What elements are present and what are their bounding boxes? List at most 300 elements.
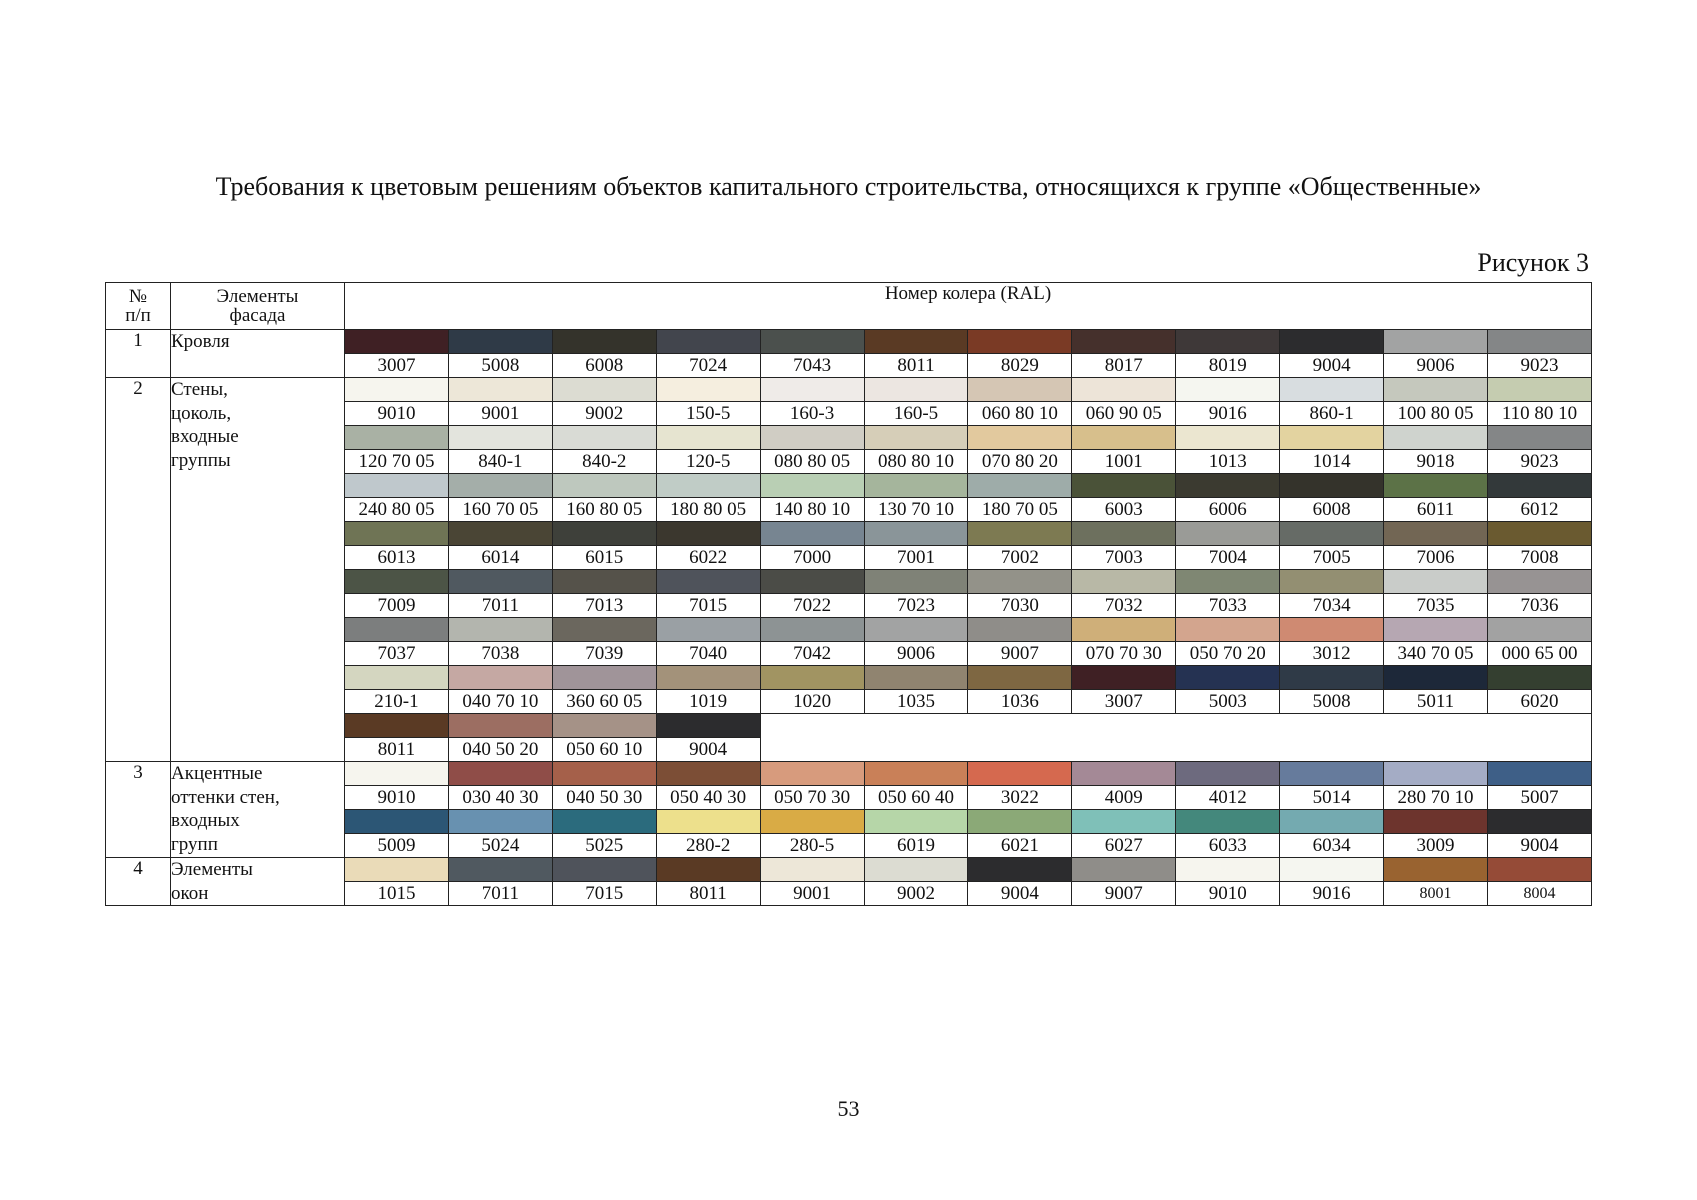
color-code: 120 70 05 (345, 450, 449, 474)
color-code: 280-5 (760, 834, 864, 858)
color-swatch (448, 858, 552, 882)
color-swatch (1280, 522, 1384, 546)
color-swatch (968, 474, 1072, 498)
color-swatch (552, 810, 656, 834)
color-swatch (1176, 666, 1280, 690)
color-swatch (345, 762, 449, 786)
color-code: 6014 (448, 546, 552, 570)
color-swatch (1384, 570, 1488, 594)
page-number: 53 (837, 1096, 860, 1121)
color-swatch (1072, 762, 1176, 786)
figure-caption: Рисунок 3 (1477, 248, 1589, 277)
color-swatch (968, 762, 1072, 786)
color-swatch (968, 858, 1072, 882)
color-code: 6034 (1280, 834, 1384, 858)
header-ral: Номер колера (RAL) (345, 283, 1592, 330)
color-code: 9002 (864, 882, 968, 906)
color-code: 050 60 40 (864, 786, 968, 810)
color-code: 9004 (1487, 834, 1591, 858)
color-swatch (552, 330, 656, 354)
color-code: 9006 (1384, 354, 1488, 378)
color-swatch (656, 330, 760, 354)
color-code: 9006 (864, 642, 968, 666)
group-element-name-line: окон (171, 882, 209, 904)
color-code: 7000 (760, 546, 864, 570)
color-swatch (760, 762, 864, 786)
color-code: 240 80 05 (345, 498, 449, 522)
group-element-name (171, 762, 345, 858)
group-element-name-line: Элементы (171, 859, 253, 880)
color-code: 7022 (760, 594, 864, 618)
color-code: 000 65 00 (1487, 642, 1591, 666)
color-code: 040 70 10 (448, 690, 552, 714)
color-code: 6022 (656, 546, 760, 570)
header-number (106, 283, 171, 330)
color-swatch (968, 426, 1072, 450)
color-code: 160-3 (760, 402, 864, 426)
color-swatch (1384, 666, 1488, 690)
color-swatch (552, 714, 656, 738)
color-swatch (760, 666, 864, 690)
color-code: 8011 (656, 882, 760, 906)
color-code: 050 60 10 (552, 738, 656, 762)
color-code: 9001 (760, 882, 864, 906)
color-swatch (968, 666, 1072, 690)
color-swatch (1280, 570, 1384, 594)
color-code: 7040 (656, 642, 760, 666)
color-code: 9002 (552, 402, 656, 426)
color-code: 7032 (1072, 594, 1176, 618)
color-swatch (1487, 522, 1591, 546)
color-code: 5008 (448, 354, 552, 378)
group-element-name-line: Кровля (171, 331, 230, 352)
group-element-name-line: групп (171, 833, 218, 855)
color-code: 7011 (448, 594, 552, 618)
color-swatch (760, 474, 864, 498)
color-swatch (760, 522, 864, 546)
color-code: 9007 (1072, 882, 1176, 906)
color-code: 160 70 05 (448, 498, 552, 522)
color-code: 9004 (1280, 354, 1384, 378)
color-swatch (345, 474, 449, 498)
color-swatch (448, 666, 552, 690)
color-swatch (656, 618, 760, 642)
color-swatch (345, 858, 449, 882)
color-swatch (552, 858, 656, 882)
color-code: 7033 (1176, 594, 1280, 618)
color-code: 840-2 (552, 450, 656, 474)
color-code: 8017 (1072, 354, 1176, 378)
color-swatch (864, 858, 968, 882)
color-code: 1019 (656, 690, 760, 714)
color-code: 7003 (1072, 546, 1176, 570)
color-code: 6013 (345, 546, 449, 570)
color-code: 1015 (345, 882, 449, 906)
color-swatch (1176, 762, 1280, 786)
color-swatch (448, 474, 552, 498)
color-swatch (968, 570, 1072, 594)
color-code: 6021 (968, 834, 1072, 858)
color-swatch (864, 522, 968, 546)
color-swatch (1280, 330, 1384, 354)
color-code: 050 70 20 (1176, 642, 1280, 666)
color-code: 7030 (968, 594, 1072, 618)
color-code: 150-5 (656, 402, 760, 426)
color-swatch (864, 666, 968, 690)
color-swatch (448, 378, 552, 402)
color-code: 9010 (1176, 882, 1280, 906)
color-swatch (760, 858, 864, 882)
page-title: Требования к цветовым решениям объектов капитального строительства, относящихся к группе «Общественные» (215, 172, 1482, 201)
color-code: 7006 (1384, 546, 1488, 570)
color-code: 160 80 05 (552, 498, 656, 522)
color-code: 5025 (552, 834, 656, 858)
color-swatch (1280, 426, 1384, 450)
color-swatch (448, 810, 552, 834)
color-swatch (864, 810, 968, 834)
color-swatch (1280, 618, 1384, 642)
group-element-name-line: Стены, (171, 379, 228, 400)
color-swatch (760, 426, 864, 450)
color-code: 6027 (1072, 834, 1176, 858)
color-code: 7001 (864, 546, 968, 570)
color-code: 3022 (968, 786, 1072, 810)
color-swatch (1384, 858, 1488, 882)
color-code: 5008 (1280, 690, 1384, 714)
color-code: 7038 (448, 642, 552, 666)
swatch-row (106, 378, 1592, 402)
color-code: 7009 (345, 594, 449, 618)
color-swatch (1384, 810, 1488, 834)
color-swatch (1176, 618, 1280, 642)
group-element-name (171, 330, 345, 378)
color-swatch (552, 378, 656, 402)
color-swatch (656, 474, 760, 498)
color-swatch (1176, 810, 1280, 834)
color-swatch (345, 426, 449, 450)
color-code: 180 80 05 (656, 498, 760, 522)
color-swatch (345, 714, 449, 738)
color-code: 5007 (1487, 786, 1591, 810)
color-swatch (1384, 474, 1488, 498)
color-code: 5009 (345, 834, 449, 858)
group-number: 1 (106, 330, 171, 378)
color-swatch (656, 666, 760, 690)
color-code: 7004 (1176, 546, 1280, 570)
color-swatch (760, 330, 864, 354)
color-swatch (448, 330, 552, 354)
color-swatch (760, 378, 864, 402)
group-element-name-line: Акцентные (171, 763, 263, 784)
color-swatch (448, 618, 552, 642)
color-swatch (345, 666, 449, 690)
color-swatch (1384, 762, 1488, 786)
color-swatch (1280, 474, 1384, 498)
group-element-name (171, 858, 345, 906)
color-code: 9004 (656, 738, 760, 762)
color-swatch (760, 810, 864, 834)
color-swatch (968, 378, 1072, 402)
color-swatch (1384, 378, 1488, 402)
color-code: 040 50 30 (552, 786, 656, 810)
color-code: 6008 (1280, 498, 1384, 522)
color-code: 040 50 20 (448, 738, 552, 762)
color-code: 5024 (448, 834, 552, 858)
color-swatch (968, 522, 1072, 546)
color-code: 6011 (1384, 498, 1488, 522)
header-number-line1: № (128, 286, 148, 307)
color-swatch (864, 378, 968, 402)
color-swatch (864, 618, 968, 642)
color-swatch (1487, 858, 1591, 882)
color-code: 5003 (1176, 690, 1280, 714)
color-swatch (864, 330, 968, 354)
color-code: 130 70 10 (864, 498, 968, 522)
color-swatch (1487, 474, 1591, 498)
color-swatch (656, 570, 760, 594)
color-code: 9023 (1487, 450, 1591, 474)
color-code: 5011 (1384, 690, 1488, 714)
group-element-name-line: цоколь, (171, 402, 232, 424)
color-code: 4009 (1072, 786, 1176, 810)
color-swatch (656, 810, 760, 834)
color-swatch (1176, 570, 1280, 594)
color-swatch (968, 330, 1072, 354)
color-swatch (656, 522, 760, 546)
group-element-name (171, 378, 345, 762)
table-header-row (106, 283, 1592, 330)
color-swatch (552, 762, 656, 786)
color-code: 7039 (552, 642, 656, 666)
color-swatch (1487, 426, 1591, 450)
color-swatch (656, 378, 760, 402)
color-code: 1036 (968, 690, 1072, 714)
color-swatch (448, 426, 552, 450)
color-code: 8004 (1487, 882, 1591, 906)
color-swatch (1072, 810, 1176, 834)
color-swatch (345, 618, 449, 642)
color-code: 860-1 (1280, 402, 1384, 426)
color-swatch (864, 762, 968, 786)
color-swatch (1487, 810, 1591, 834)
color-swatch (864, 570, 968, 594)
group-number: 2 (106, 378, 171, 762)
color-code: 180 70 05 (968, 498, 1072, 522)
color-swatch (448, 762, 552, 786)
color-swatch (656, 762, 760, 786)
color-code: 4012 (1176, 786, 1280, 810)
color-code: 6019 (864, 834, 968, 858)
color-swatch (1384, 330, 1488, 354)
color-swatch (1280, 858, 1384, 882)
color-code: 110 80 10 (1487, 402, 1591, 426)
color-code: 3012 (1280, 642, 1384, 666)
color-code: 6008 (552, 354, 656, 378)
color-swatch (448, 714, 552, 738)
color-swatch (1176, 330, 1280, 354)
color-swatch (1487, 378, 1591, 402)
color-code: 070 70 30 (1072, 642, 1176, 666)
color-swatch (345, 522, 449, 546)
color-swatch (1072, 666, 1176, 690)
color-code: 1035 (864, 690, 968, 714)
color-swatch (1176, 858, 1280, 882)
color-code: 080 80 05 (760, 450, 864, 474)
color-code: 6006 (1176, 498, 1280, 522)
color-swatch (1487, 330, 1591, 354)
header-elements (171, 283, 345, 330)
color-code: 1001 (1072, 450, 1176, 474)
color-code: 3009 (1384, 834, 1488, 858)
color-code: 6033 (1176, 834, 1280, 858)
color-code: 6015 (552, 546, 656, 570)
color-code: 7024 (656, 354, 760, 378)
color-code: 8001 (1384, 882, 1488, 906)
group-number: 4 (106, 858, 171, 906)
color-code: 9016 (1176, 402, 1280, 426)
color-swatch (552, 522, 656, 546)
color-swatch (1487, 570, 1591, 594)
color-code: 9023 (1487, 354, 1591, 378)
group-element-name-line: оттенки стен, (171, 786, 280, 808)
color-code: 1020 (760, 690, 864, 714)
color-code: 210-1 (345, 690, 449, 714)
color-code: 7042 (760, 642, 864, 666)
color-code: 060 80 10 (968, 402, 1072, 426)
color-swatch (1072, 522, 1176, 546)
color-swatch (1487, 618, 1591, 642)
color-code: 7034 (1280, 594, 1384, 618)
color-code: 8011 (345, 738, 449, 762)
color-palette-table (105, 282, 1592, 906)
color-code: 9016 (1280, 882, 1384, 906)
color-code: 160-5 (864, 402, 968, 426)
empty-cell (760, 714, 1591, 762)
color-swatch (1072, 378, 1176, 402)
color-code: 6012 (1487, 498, 1591, 522)
color-code: 100 80 05 (1384, 402, 1488, 426)
color-swatch (345, 330, 449, 354)
color-code: 340 70 05 (1384, 642, 1488, 666)
color-code: 9018 (1384, 450, 1488, 474)
color-code: 120-5 (656, 450, 760, 474)
group-element-name-line: входных (171, 810, 240, 831)
color-code: 7036 (1487, 594, 1591, 618)
color-code: 280 70 10 (1384, 786, 1488, 810)
color-code: 6020 (1487, 690, 1591, 714)
color-code: 6003 (1072, 498, 1176, 522)
group-element-name-line: группы (171, 449, 231, 471)
color-code: 7043 (760, 354, 864, 378)
color-swatch (1072, 474, 1176, 498)
color-swatch (552, 474, 656, 498)
color-code: 060 90 05 (1072, 402, 1176, 426)
color-swatch (345, 378, 449, 402)
color-code: 140 80 10 (760, 498, 864, 522)
color-swatch (448, 522, 552, 546)
color-swatch (1280, 762, 1384, 786)
color-swatch (1487, 666, 1591, 690)
color-swatch (1280, 378, 1384, 402)
header-elements-line2: фасада (229, 305, 286, 326)
color-code: 360 60 05 (552, 690, 656, 714)
color-swatch (345, 810, 449, 834)
color-code: 840-1 (448, 450, 552, 474)
group-number: 3 (106, 762, 171, 858)
color-swatch (968, 810, 1072, 834)
color-code: 8019 (1176, 354, 1280, 378)
color-swatch (1072, 330, 1176, 354)
color-code: 7008 (1487, 546, 1591, 570)
color-code: 5014 (1280, 786, 1384, 810)
color-swatch (1176, 426, 1280, 450)
color-swatch (1280, 666, 1384, 690)
color-code: 8029 (968, 354, 1072, 378)
color-swatch (448, 570, 552, 594)
color-code: 3007 (1072, 690, 1176, 714)
color-code: 280-2 (656, 834, 760, 858)
color-swatch (345, 570, 449, 594)
color-swatch (864, 426, 968, 450)
color-swatch (760, 618, 864, 642)
color-swatch (968, 618, 1072, 642)
color-swatch (656, 714, 760, 738)
color-swatch (1176, 522, 1280, 546)
color-code: 9007 (968, 642, 1072, 666)
color-swatch (1072, 426, 1176, 450)
color-swatch (1176, 474, 1280, 498)
color-code: 070 80 20 (968, 450, 1072, 474)
color-code: 1013 (1176, 450, 1280, 474)
color-swatch (1487, 762, 1591, 786)
color-swatch (760, 570, 864, 594)
color-code: 7023 (864, 594, 968, 618)
color-code: 7005 (1280, 546, 1384, 570)
color-swatch (1384, 426, 1488, 450)
color-code: 9001 (448, 402, 552, 426)
header-elements-line1: Элементы (216, 286, 299, 307)
color-swatch (1280, 810, 1384, 834)
color-code: 080 80 10 (864, 450, 968, 474)
color-swatch (1384, 618, 1488, 642)
color-code: 030 40 30 (448, 786, 552, 810)
color-swatch (1072, 858, 1176, 882)
color-swatch (1072, 618, 1176, 642)
color-swatch (864, 474, 968, 498)
color-code: 8011 (864, 354, 968, 378)
color-swatch (552, 426, 656, 450)
color-swatch (552, 666, 656, 690)
color-code: 1014 (1280, 450, 1384, 474)
color-swatch (1072, 570, 1176, 594)
color-code: 7035 (1384, 594, 1488, 618)
group-element-name-line: входные (171, 426, 239, 447)
color-code: 7015 (656, 594, 760, 618)
color-code: 7011 (448, 882, 552, 906)
color-swatch (1384, 522, 1488, 546)
color-swatch (1176, 378, 1280, 402)
color-code: 9010 (345, 786, 449, 810)
color-code: 7013 (552, 594, 656, 618)
color-swatch (656, 426, 760, 450)
swatch-row (106, 858, 1592, 882)
color-code: 050 40 30 (656, 786, 760, 810)
color-code: 9004 (968, 882, 1072, 906)
color-code: 7015 (552, 882, 656, 906)
color-code: 050 70 30 (760, 786, 864, 810)
color-swatch (656, 858, 760, 882)
swatch-row (106, 762, 1592, 786)
